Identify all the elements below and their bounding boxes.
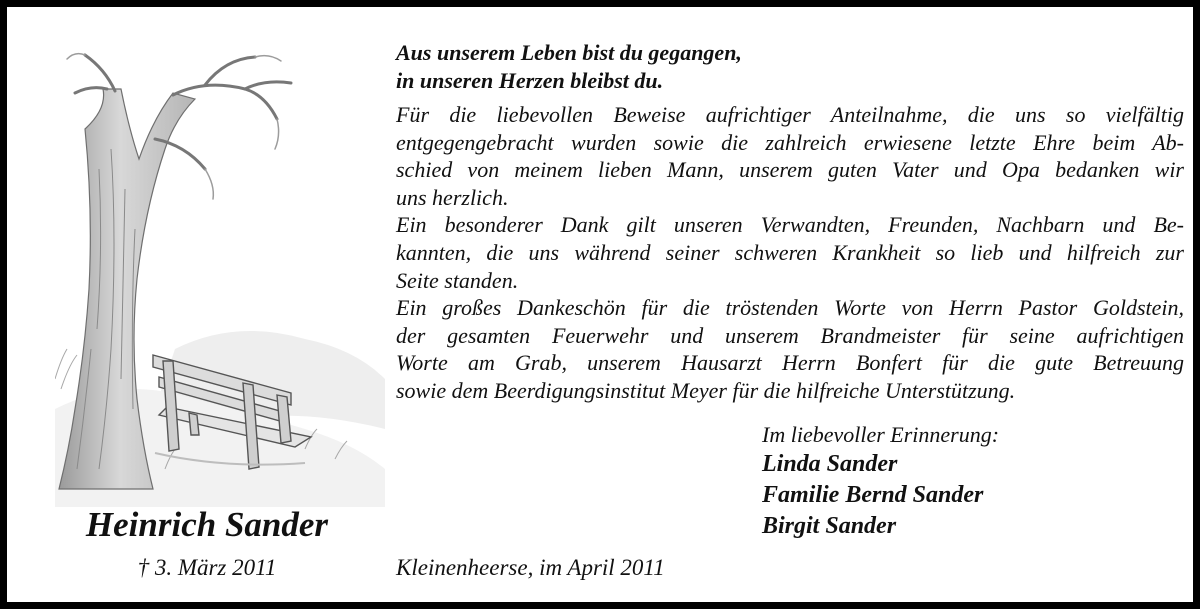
body-line: sowie dem Beerdigungsinstitut Meyer für die hilfreiche Unterstützung. (396, 377, 1016, 403)
signer-name: Linda Sander (762, 451, 898, 477)
deceased-name: Heinrich Sander (85, 505, 329, 544)
body-line: Seite standen. (396, 267, 519, 293)
body-line: Ein großes Dankeschön für die tröstenden Worte von Herrn Pastor Goldstein, (396, 295, 1184, 321)
body-line: entgegengebracht wurden sowie die zahlreich erwiesene letzte Ehre beim Ab- (396, 129, 1184, 155)
death-date: † 3. März 2011 (137, 555, 277, 580)
body-line: uns herzlich. (396, 184, 509, 210)
body-line: schied von meinem lieben Mann, unserem guten Vater und Opa bedanken wir (396, 157, 1184, 183)
body-line: der gesamten Feuerwehr und unserem Brandmeister für seine aufrichtigen (396, 322, 1184, 348)
place-and-date: Kleinenheerse, im April 2011 (396, 555, 665, 580)
signer-name: Familie Bernd Sander (762, 482, 984, 508)
body-line: Für die liebevollen Beweise aufrichtiger Anteilnahme, die uns so vielfältig (396, 102, 1184, 127)
signers (762, 449, 1182, 542)
body-line: Ein besonderer Dank gilt unseren Verwandten, Freunden, Nachbarn und Be- (396, 212, 1184, 238)
body-line: Worte am Grab, unserem Hausarzt Herrn Bonfert für die gute Betreuung (396, 350, 1184, 376)
body-line: kannten, die uns während seiner schweren Krankheit so lieb und hilfreich zur (396, 239, 1184, 265)
tree-and-bench-sketch-icon (55, 49, 385, 507)
motto-line: in unseren Herzen bleibst du. (396, 68, 664, 93)
motto (396, 39, 996, 95)
motto-line: Aus unserem Leben bist du gegangen, (396, 40, 742, 65)
memory-line: Im liebevoller Erinnerung: (762, 422, 1000, 447)
signer-name: Birgit Sander (762, 513, 897, 539)
thank-you-text (396, 101, 1184, 405)
